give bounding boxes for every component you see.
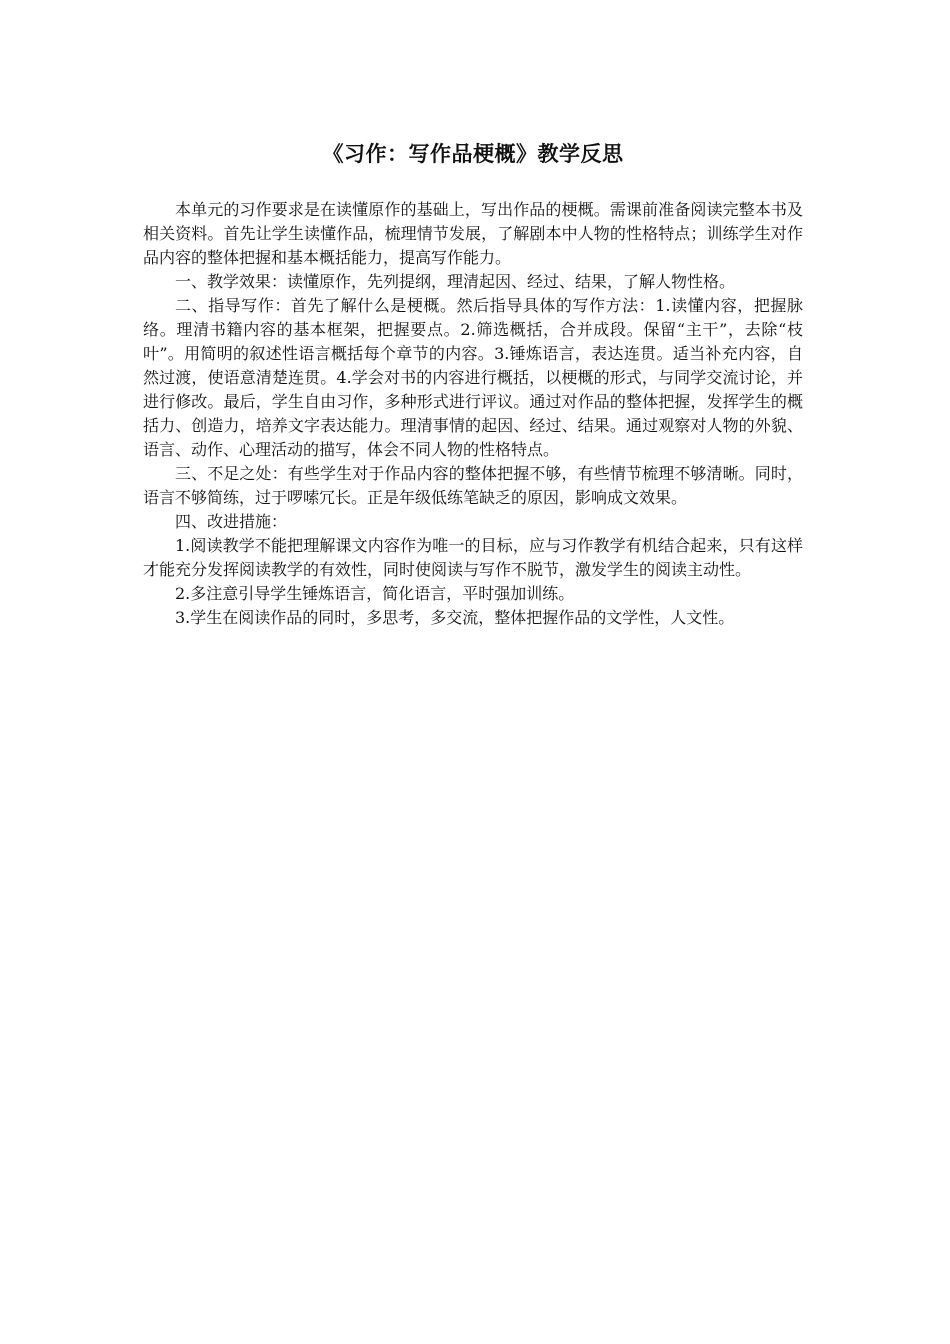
paragraph-improvement-3: 3.学生在阅读作品的同时，多思考，多交流，整体把握作品的文学性，人文性。	[175, 608, 735, 627]
paragraph-improvement-heading: 四、改进措施：	[175, 512, 288, 531]
paragraph-improvement-1: 1.阅读教学不能把理解课文内容作为唯一的目标，应与习作教学有机结合起来，只有这样才能充分发挥阅读教学的有效性，同时使阅读与写作不脱节，激发学生的阅读主动性。	[143, 536, 803, 579]
paragraph-teaching-effect: 一、教学效果：读懂原作，先列提纲，理清起因、经过、结果，了解人物性格。	[175, 272, 736, 291]
paragraph-shortcomings: 三、不足之处：有些学生对于作品内容的整体把握不够，有些情节梳理不够清晰。同时，语言不够简练，过于啰嗦冗长。正是年级低练笔缺乏的原因，影响成文效果。	[143, 464, 803, 507]
document-page	[143, 0, 803, 630]
paragraph-intro: 本单元的习作要求是在读懂原作的基础上，写出作品的梗概。需课前准备阅读完整本书及相关资料。首先让学生读懂作品，梳理情节发展，了解剧本中人物的性格特点；训练学生对作品内容的整体把握和基本概括能力，提高写作能力。	[143, 200, 803, 267]
paragraph-writing-guidance: 二、指导写作：首先了解什么是梗概。然后指导具体的写作方法：1.读懂内容，把握脉络。理清书籍内容的基本框架，把握要点。2.筛选概括，合并成段。保留“主干”，去除“枝叶”。用简明的叙述性语言概括每个章节的内容。3.锤炼语言，表达连贯。适当补充内容，自然过渡，使语意清楚连贯。4.学会对书的内容进行概括，以梗概的形式，与同学交流讨论，并进行修改。最后，学生自由习作，多种形式进行评议。通过对作品的整体把握，发挥学生的概括力、创造力，培养文字表达能力。理清事情的起因、经过、结果。通过观察对人物的外貌、语言、动作、心理活动的描写，体会不同人物的性格特点。	[143, 296, 803, 459]
document-body	[143, 198, 803, 630]
paragraph-improvement-2: 2.多注意引导学生锤炼语言，简化语言，平时强加训练。	[175, 584, 575, 603]
document-title: 《习作：写作品梗概》教学反思	[322, 142, 624, 166]
